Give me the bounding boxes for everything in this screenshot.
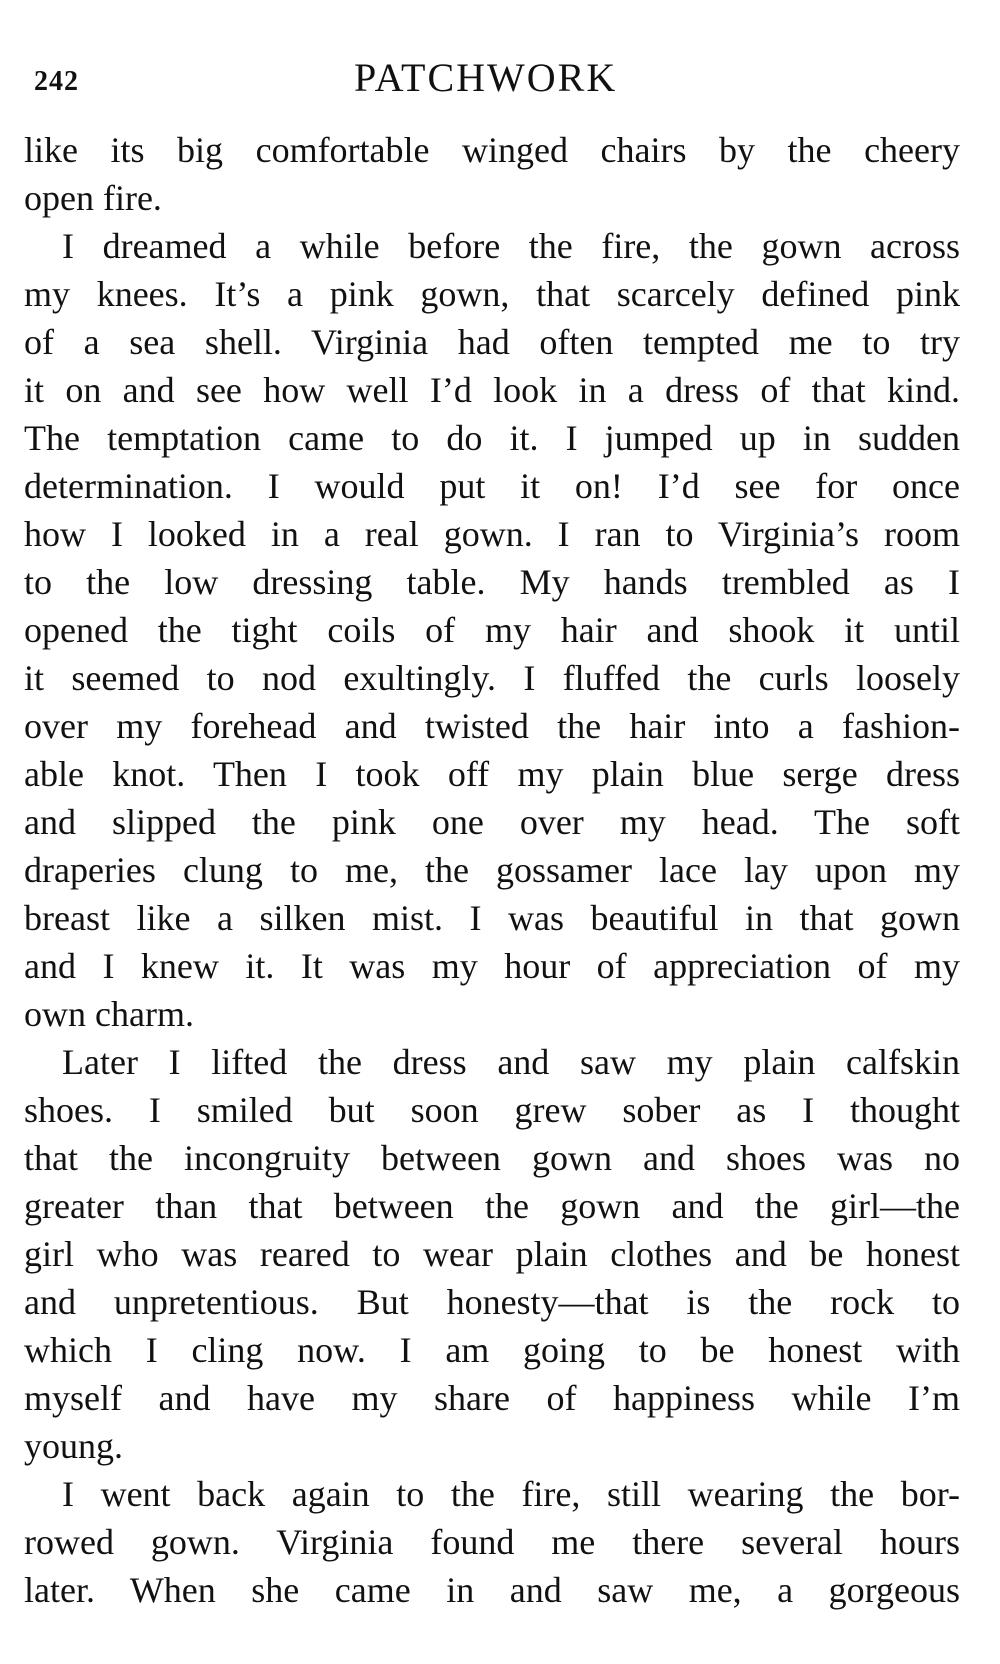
text-line: myself and have my share of happiness while I’m (24, 1378, 960, 1418)
text-line: opened the tight coils of my hair and shook it until (24, 610, 960, 650)
text-line: and unpretentious. But honesty—that is the rock to (24, 1282, 960, 1322)
text-line: like its big comfortable winged chairs by the cheery (24, 130, 960, 170)
text-line: which I cling now. I am going to be honest with (24, 1330, 960, 1370)
text-line: I went back again to the fire, still wearing the bor- (62, 1474, 960, 1514)
text-line: able knot. Then I took off my plain blue serge dress (24, 754, 960, 794)
text-line: it seemed to nod exultingly. I fluffed the curls loosely (24, 658, 960, 698)
text-line: open fire. (24, 178, 162, 218)
text-line: I dreamed a while before the fire, the gown across (62, 226, 960, 266)
text-line: breast like a silken mist. I was beautiful in that gown (24, 898, 960, 938)
text-line: and slipped the pink one over my head. The soft (24, 802, 960, 842)
text-line: rowed gown. Virginia found me there several hours (24, 1522, 960, 1562)
text-line: own charm. (24, 994, 194, 1034)
text-line: young. (24, 1426, 123, 1466)
text-line: it on and see how well I’d look in a dress of that kind. (24, 370, 960, 410)
text-line: shoes. I smiled but soon grew sober as I thought (24, 1090, 960, 1130)
text-line: girl who was reared to wear plain clothes and be honest (24, 1234, 960, 1274)
page-number: 242 (34, 66, 79, 97)
text-line: Later I lifted the dress and saw my plain calfskin (62, 1042, 960, 1082)
text-line: of a sea shell. Virginia had often tempted me to try (24, 322, 960, 362)
text-line: how I looked in a real gown. I ran to Virginia’s room (24, 514, 960, 554)
text-line: draperies clung to me, the gossamer lace lay upon my (24, 850, 960, 890)
text-line: greater than that between the gown and the girl—the (24, 1186, 960, 1226)
text-line: to the low dressing table. My hands trembled as I (24, 562, 960, 602)
body-text (24, 126, 960, 1614)
text-line: later. When she came in and saw me, a gorgeous (24, 1570, 960, 1610)
text-line: determination. I would put it on! I’d see for once (24, 466, 960, 506)
text-line: that the incongruity between gown and shoes was no (24, 1138, 960, 1178)
running-head: PATCHWORK (354, 55, 618, 100)
page-header (24, 48, 960, 108)
text-line: over my forehead and twisted the hair into a fashion- (24, 706, 960, 746)
text-line: my knees. It’s a pink gown, that scarcely defined pink (24, 274, 960, 314)
text-line: and I knew it. It was my hour of appreciation of my (24, 946, 960, 986)
text-line: The temptation came to do it. I jumped up in sudden (24, 418, 960, 458)
